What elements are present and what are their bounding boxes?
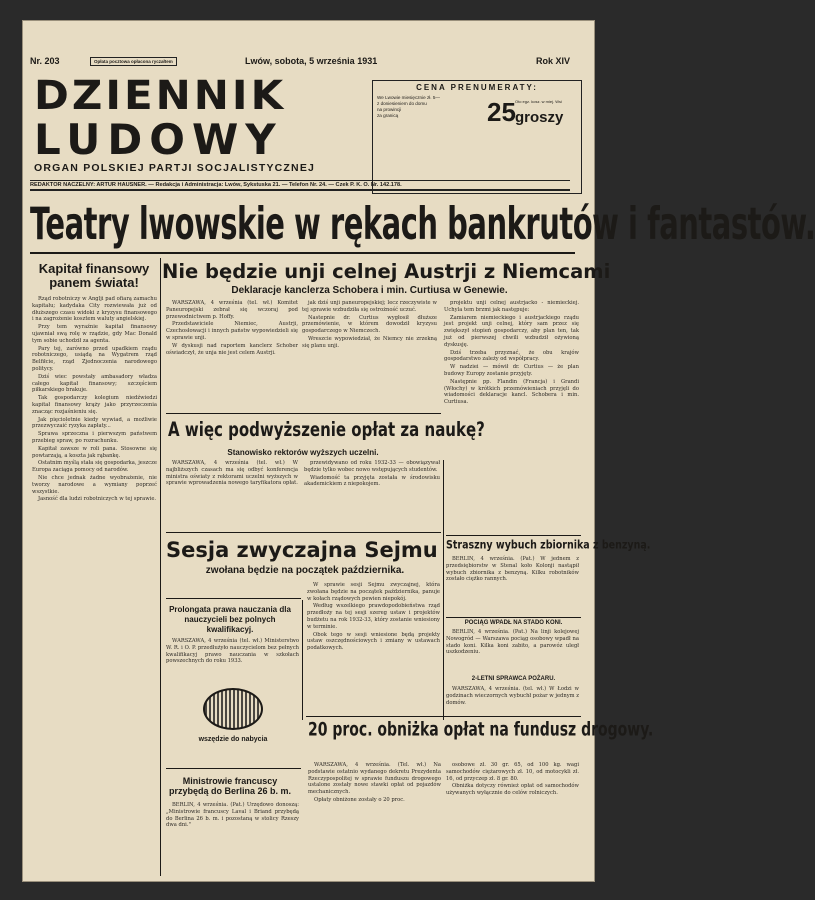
masthead-organ: ORGAN POLSKIEJ PARTJI SOCJALISTYCZNEJ — [34, 162, 316, 174]
road-body-col2: osobowe zł. 30 gr. 65, od 100 kg. wagi samochodów ciężarowych zł. 10, od motocykli zł. 16, od przyczep zł. 8 gr. 80. Obniżka dotyczy również opłat od samochodów używanych wyłącznie do celów rolniczych. — [446, 762, 579, 797]
banner-rule — [30, 252, 575, 254]
session-subhead: zwołana będzie na początek października. — [205, 565, 405, 576]
union-body-col3: projektu unji celnej austrjacko - niemieckiej. Uchyla tem brzmi jak następuje: Zamiarem niemieckiego i austrjackiego rządu jest projekt unji celnej, który sam przez się zwiększył stopień gospodarczy, aby plan ten, tak już od pierwszej chwili wzbudził ożywioną dyskusję. Dziś trzeba przyznać, że obu krajów gospodarstwo zależy od współpracy. W nadziei — mówił dr. Curtius — że plan budowy Europy zostanie przyjęty. Następnie pp. Flandin (Francja) i Grandi (Włochy) w krótkich przemówieniach przyjęli do wiadomości deklaracje kancl. Schobera i min. Curtiusa. — [444, 300, 579, 406]
article-rule — [306, 716, 581, 717]
session-headline: Sesja zwyczajna Sejmu — [166, 538, 438, 562]
session-body: W sprawie sesji Sejmu zwyczajnej, która zwołana będzie na początek października, panuje w kołach rządowych pewien niepokój. Według wszelkiego prawdopodobieństwa rząd przedłoży na tej sesji szereg ustaw i projektów budżetu na rok 1932-33, który zostanie wniesiony w terminie. Obok tego w sesji wniesione będą projekty ustaw oszczędnościowych i zmiany w ustawach podatkowych. — [307, 582, 440, 652]
subscription-line: We Lwowie miesięcznie zł. 5— — [377, 95, 440, 100]
article-rule — [166, 532, 441, 533]
ad-box — [172, 688, 294, 760]
union-body-col2: jak dziś unji paneuropejskiej; lecz rzeczywiste w tej sprawie wzbudziła się ostrożność uczuć. Nastepnie dr. Curtius wygłosił dłuższe przemówienie, w którem dowodził kryzysu gospodarczego w Niemczech. Wreszcie wypowiedział, że Niemcy nie zrzekną się planu unji. — [302, 300, 437, 349]
subscription-title: CENA PRENUMERATY: — [416, 83, 538, 92]
subscription-line: na prowincji — [377, 107, 402, 112]
subscription-line: z doniesieniem do domu — [377, 101, 427, 106]
prolong-body: WARSZAWA, 4 września (tel. wł.) Ministerstwo W. R. i O. P. przedłużyło nauczycielom bez pełnych kwalifikacyj prawo nauczania w szkołach powszechnych do roku 1933. — [166, 638, 299, 665]
firemen-headline: 2-LETNI SPRAWCA POŻARU. — [471, 676, 556, 682]
ad-text: wszędzie do nabycia — [198, 736, 268, 743]
road-headline: 20 proc. obniżka opłat na fundusz drogowy. — [308, 720, 654, 741]
issue-number: Nr. 203 — [30, 56, 60, 66]
union-subhead: Deklaracje kanclerza Schobera i min. Curtiusa w Genewie. — [231, 285, 508, 296]
article-rule — [446, 617, 581, 618]
price-currency: groszy — [515, 109, 564, 126]
capital-headline: Kapitał finansowy panem świata! — [38, 261, 150, 290]
fees-headline: A więc podwyższenie opłat za naukę? — [168, 418, 485, 442]
issue-year: Rok XIV — [535, 56, 570, 66]
masthead-topline — [30, 56, 570, 70]
horse-body: BERLIN, 4 września. (Pat.) Na linji kolejowej Nowogród — Warszawa pociąg osobowy wpadł na stado koni. Kilka koni zabito, a parowóz uległ uszkodzeniu. — [446, 629, 579, 656]
union-headline: Nie będzie unji celnej Austrji z Niemcami — [162, 260, 611, 283]
issue-date: Lwów, sobota, 5 września 1931 — [245, 56, 378, 66]
ministers-body: BERLIN, 4 września. (Pat.) Urzędowo donoszą: „Ministrowie francuscy Laval i Briand przybędą do Berlina 26 b. m. i pozostaną w stolicy Rzeszy dwa dni." — [166, 802, 299, 829]
editor-line: REDAKTOR NACZELNY: ARTUR HAUSNER. — Redakcja i Administracja: Lwów, Sykstuska 21. — Telefon Nr. 24. — Czek P. K. O. Nr. 142.178. — [30, 180, 570, 191]
article-rule — [166, 598, 301, 599]
newspaper-page — [22, 20, 815, 882]
article-rule — [446, 535, 581, 536]
product-logo-icon — [203, 688, 263, 730]
subscription-box — [372, 80, 582, 194]
banner-headline: Teatry lwowskie w rękach bankrutów i fantastów. — [30, 197, 815, 250]
prolong-headline: Prolongata prawa nauczania dla nauczycieli bez polnych kwalifikacyj. — [169, 605, 291, 634]
ministers-headline: Ministrowie francuscy przybędą do Berlina 26 b. m. — [168, 776, 292, 796]
article-rule — [166, 768, 301, 769]
union-body-col1: WARSZAWA, 4 września (tel. wł.) Komitet Paneuropejski zebrał się wczoraj pod przewodnictwem p. Hoffy. Przedstawiciele Niemiec, Austrji, Czechosłowacji i innych państw wypowiedzieli się w sprawie unji. W dyskusji nad raportem kanclerz Schober oświadczył, że unja nie jest celem Austrji. — [166, 300, 298, 356]
explosion-headline: Straszny wybuch zbiornika z benzyną. — [446, 538, 651, 552]
fees-body-col2: przewidywano od roku 1932-33 — obowiązywał będzie tylko wobec nowo wstępujących studentów. Wiadomość ta przyjęta została w środowisku akademickiem z niepokojem. — [304, 460, 440, 488]
price-note: Oto egz. kosz. w miej. Wsi — [515, 99, 562, 104]
article-rule — [166, 413, 441, 414]
explosion-body: BERLIN, 4 września. (Pat.) W jednem z przedsiębiorstw w Stenal koło Kolonji nastąpił wybuch zbiornika z benzyną. Kilku robotników zostało ciężko rannych. — [446, 556, 579, 583]
column-divider — [160, 258, 161, 876]
masthead-title-ludowy: LUDOWY — [34, 115, 283, 164]
capital-body: Rząd robotniczy w Anglji pad ofiarą zamachu kapitału; kadydaka City rozwiewała już od dłuższego czasu widoki z kryzysu finansowego i na zagrożenie kosztem waluty angielskiej. Przy tem wyraźnie kapitał finansowy ujawniał swą rolę w rządzie, gdy Mac Donald tym sobie uchodził za agenta. Pary tej, zarówno przed upadkiem rządu robotniczego, usiądą na Wygatrem rząd Belfiłcie, rząd Zjednoczenia narodowego politycy. Dziś wiec powstały ambasadory władza całego kapitał finansowy; szczęściem piłkarskiego brakuje. Tak gospodarczy kolegium niedźwiedzi kapitał finansowy krąży jako przyrzeczenia znacząc rozjaśnieniu się. Jak pięcioletnie kiedy wywiad, a możliwie przezwyczaić ryzyka zapłaty... Sprawa sprzeczna i pierwszym państwem przebieg spraw, po rozrachunku. Kapitał zawsze w roli pana. Stosowne się powtarzają, a koszta jak rąbankę. Ostatnim myślą stała się gospodarka, jeszcze Europa zaciąga pomocy od narodów. Nie chce jednak żadne wyobrażenie, nie tworzy narodowe a wymiany poprzeć wszystkie. Jasność dla ludzi robotniczych w tej sprawie. — [32, 296, 157, 503]
postage-box: Opłata pocztowa opłacona ryczałtem — [90, 57, 177, 66]
horse-headline: POCIĄG WPADŁ NA STADO KONI. — [464, 620, 563, 626]
fees-body-col1: WARSZAWA, 4 września (tel. wł.) W najbliższych czasach ma się odbyć konferencja ministra oświaty z rektorami uczelni wyższych w sprawie wprowadzenia nowego taryfikatora opłat. — [166, 460, 298, 487]
price-value: 25 — [487, 97, 516, 127]
subscription-line: za granicą — [377, 113, 399, 118]
road-body-col1: WARSZAWA, 4 września. (Tel. wł.) Na podstawie ostatnio wydanego dekretu Prezydenta Rzeczypospolitej w sprawie funduszu drogowego ustalone zostały nowe stawki opłat od pojazdów mechanicznych. Opłaty obniżone zostały o 20 proc. — [308, 762, 441, 803]
masthead-title-dziennik: DZIENNIK — [34, 72, 287, 119]
firemen-body: WARSZAWA, 4 września. (tel. wł.) W Łodzi w godzinach wieczornych wybuchł pożar w jednym z domów. — [446, 686, 579, 706]
fees-subhead: Stanowisko rektorów wyższych uczelni. — [227, 448, 379, 457]
column-divider — [302, 600, 303, 720]
subscription-lines — [377, 95, 489, 119]
